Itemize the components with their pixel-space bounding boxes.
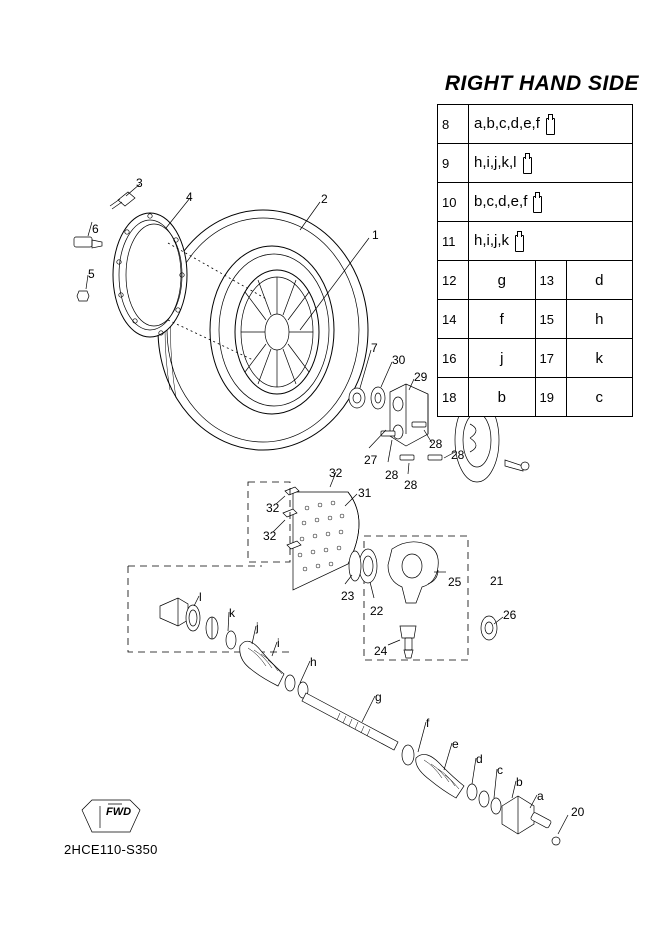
table-row [438,105,633,144]
table-row [438,261,633,300]
legend-value [469,222,633,261]
callout-letter: l [199,590,202,604]
legend-value-text: h,i,j,k [474,231,510,249]
grease-icon [532,192,541,212]
legend-num: 17 [535,339,566,378]
callout-letter: j [256,620,259,634]
legend-num: 12 [438,261,469,300]
callout-letter: h [310,655,317,669]
callout-number: 25 [448,575,462,589]
steering-knuckle-21 [364,536,468,660]
callout-number: 24 [374,644,388,658]
fwd-indicator [88,796,140,832]
legend-num: 13 [535,261,566,300]
grease-icon [514,231,523,251]
brake-rotor-31 [293,492,359,590]
callout-number: 23 [341,589,355,603]
legend-value: d [566,261,633,300]
legend-value: h [566,300,633,339]
legend-value: b [469,378,536,417]
callout-letter: k [229,606,235,620]
grease-icon [545,114,554,134]
callout-number: 1 [372,228,379,242]
legend-value: k [566,339,633,378]
callout-number: 28 [404,478,418,492]
callout-letter: e [452,737,459,751]
washer-30 [371,362,392,409]
callout-number: 31 [358,486,372,500]
callout-number: 4 [186,190,193,204]
page-title: RIGHT HAND SIDE [444,72,639,95]
legend-num: 9 [438,144,469,183]
callout-letter: f [426,716,430,730]
legend-value [469,183,633,222]
legend-num: 18 [438,378,469,417]
callout-number: 22 [370,604,384,618]
callout-number: 20 [571,805,585,819]
callout-number: 5 [88,267,95,281]
legend-num: 11 [438,222,469,261]
callout-number: 3 [136,176,143,190]
callout-number: 32 [329,466,343,480]
table-row [438,222,633,261]
drive-shaft-assembly [128,566,568,845]
callout-letter: a [537,789,544,803]
legend-value: f [469,300,536,339]
legend-num: 8 [438,105,469,144]
legend-table [437,104,633,417]
bead-ring [113,213,187,337]
legend-num: 14 [438,300,469,339]
callout-number: 27 [364,453,378,467]
table-row [438,144,633,183]
legend-value [469,144,633,183]
table-row [438,339,633,378]
legend-value: c [566,378,633,417]
callout-number: 32 [263,529,277,543]
legend-num: 10 [438,183,469,222]
callout-letter: b [516,775,523,789]
callout-letter: i [277,636,280,650]
legend-value-text: b,c,d,e,f [474,192,528,210]
legend-value-text: h,i,j,k,l [474,153,517,171]
callout-number: 28 [451,448,465,462]
legend-value [469,105,633,144]
callout-letter: d [476,752,483,766]
table-row [438,378,633,417]
part-code: 2HCE110-S350 [64,842,158,857]
legend-num: 16 [438,339,469,378]
legend-value: j [469,339,536,378]
callout-number: 7 [371,341,378,355]
callout-letter: g [375,690,382,704]
callout-number: 26 [503,608,517,622]
callout-number: 28 [429,437,443,451]
callout-number: 2 [321,192,328,206]
callout-number: 21 [490,574,504,588]
callout-number: 28 [385,468,399,482]
fwd-label: FWD [106,806,132,818]
callout-number: 6 [92,222,99,236]
seal-26 [481,616,503,640]
tire-assembly [158,210,368,450]
grease-icon [522,153,531,173]
legend-num: 19 [535,378,566,417]
ball-joint-24 [388,626,416,658]
legend-num: 15 [535,300,566,339]
table-row [438,300,633,339]
callout-letter: c [497,763,503,777]
legend-value-text: a,b,c,d,e,f [474,114,540,132]
table-row [438,183,633,222]
wheel-hub-29 [390,379,428,446]
callout-number: 29 [414,370,428,384]
callout-number: 30 [392,353,406,367]
callout-number: 32 [266,501,280,515]
legend-value: g [469,261,536,300]
